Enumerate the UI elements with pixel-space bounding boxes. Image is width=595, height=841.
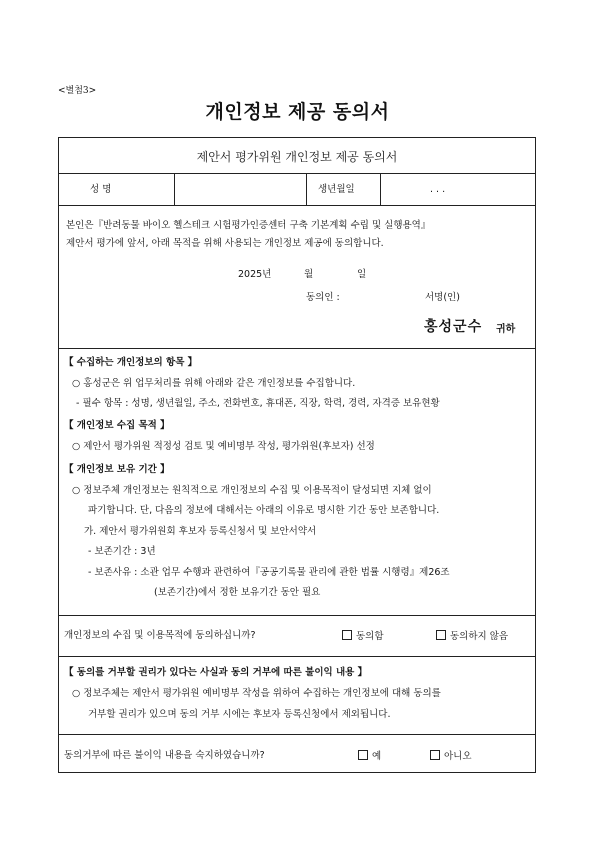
- no-label: 아니오: [444, 751, 472, 762]
- question2-text: 동의거부에 따른 불이익 내용을 숙지하였습니까?: [64, 750, 265, 761]
- purpose-heading: 【 개인정보 수집 목적 】: [64, 420, 170, 431]
- addressee-name: 홍성군수: [424, 319, 483, 335]
- consent-text-2: 제안서 평가에 앞서, 아래 목적을 위해 사용되는 개인정보 제공에 동의합니다.: [66, 238, 384, 249]
- date-month[interactable]: 월: [304, 269, 314, 280]
- refusal-line-2: 거부할 권리가 있으며 동의 거부 시에는 후보자 등록신청에서 제외됩니다.: [88, 709, 391, 720]
- refusal-line-1: ○ 정보주체는 제안서 평가위원 예비명부 작성을 위하여 수집하는 개인정보에 대해 동의를: [72, 688, 441, 699]
- divider-question1: [58, 656, 536, 657]
- addressee-suffix: 귀하: [496, 324, 516, 335]
- items-line-1: ○ 홍성군은 위 업무처리를 위해 아래와 같은 개인정보를 수집합니다.: [72, 378, 356, 389]
- divider-vertical-2: [306, 173, 307, 205]
- divider-info-row: [58, 205, 536, 206]
- period-line-2: 파기합니다. 단, 다음의 정보에 대해서는 아래의 이유로 명시한 기간 동안 보존합니다.: [88, 505, 440, 516]
- birth-field[interactable]: . . .: [430, 184, 446, 195]
- period-line-1: ○ 정보주체 개인정보는 원칙적으로 개인정보의 수집 및 이용목적이 달성되면 지체 없이: [72, 485, 432, 496]
- divider-vertical-3: [380, 173, 381, 205]
- items-heading: 【 수집하는 개인정보의 항목 】: [64, 357, 198, 368]
- yes-option[interactable]: [358, 750, 381, 762]
- birth-label: 생년월일: [318, 184, 355, 195]
- form-subtitle: 제안서 평가위원 개인정보 제공 동의서: [196, 150, 398, 164]
- period-line-5: - 보존사유 : 소관 업무 수행과 관련하여『공공기록물 관리에 관한 법률 시행령』제26조: [88, 567, 450, 578]
- date-day[interactable]: 일: [357, 269, 367, 280]
- purpose-line-1: ○ 제안서 평가위원 적정성 검토 및 예비명부 작성, 평가위원(후보자) 선정: [72, 441, 375, 452]
- period-line-4: - 보존기간 : 3년: [88, 546, 156, 557]
- yes-label: 예: [372, 751, 382, 762]
- date-year: 2025년: [238, 269, 272, 280]
- divider-vertical-1: [174, 173, 175, 205]
- name-label: 성 명: [90, 184, 112, 195]
- disagree-checkbox[interactable]: [436, 630, 446, 640]
- period-line-6: (보존기간)에서 정한 보유기간 동안 필요: [154, 587, 321, 598]
- name-field[interactable]: [176, 175, 304, 203]
- divider-refusal: [58, 734, 536, 735]
- disagree-label: 동의하지 않음: [450, 631, 509, 642]
- question1-text: 개인정보의 수집 및 이용목적에 동의하십니까?: [64, 630, 256, 641]
- period-heading: 【 개인정보 보유 기간 】: [64, 464, 170, 475]
- agree-label: 동의함: [356, 631, 384, 642]
- signature-field[interactable]: 서명(인): [425, 292, 460, 303]
- no-option[interactable]: [430, 750, 472, 762]
- refusal-heading: 【 동의를 거부할 권리가 있다는 사실과 동의 거부에 따른 불이익 내용 】: [64, 667, 368, 678]
- items-line-2: - 필수 항목 : 성명, 생년월일, 주소, 전화번호, 휴대폰, 직장, 학력, 경력, 자격증 보유현황: [76, 398, 440, 409]
- agree-checkbox[interactable]: [342, 630, 352, 640]
- divider-consent: [58, 348, 536, 349]
- document-title: 개인정보 제공 동의서: [205, 101, 390, 123]
- divider-subtitle: [58, 173, 536, 174]
- signer-label: 동의인 :: [306, 292, 340, 303]
- agree-option[interactable]: [342, 630, 384, 642]
- annex-label: <별첨3>: [58, 86, 97, 96]
- no-checkbox[interactable]: [430, 750, 440, 760]
- disagree-option[interactable]: [436, 630, 508, 642]
- consent-text-1: 본인은『반려동물 바이오 헬스테크 시험평가인증센터 구축 기본계획 수립 및 실행용역』: [66, 220, 431, 231]
- divider-sections: [58, 615, 536, 616]
- yes-checkbox[interactable]: [358, 750, 368, 760]
- period-line-3: 가. 제안서 평가위원회 후보자 등록신청서 및 보안서약서: [84, 526, 317, 537]
